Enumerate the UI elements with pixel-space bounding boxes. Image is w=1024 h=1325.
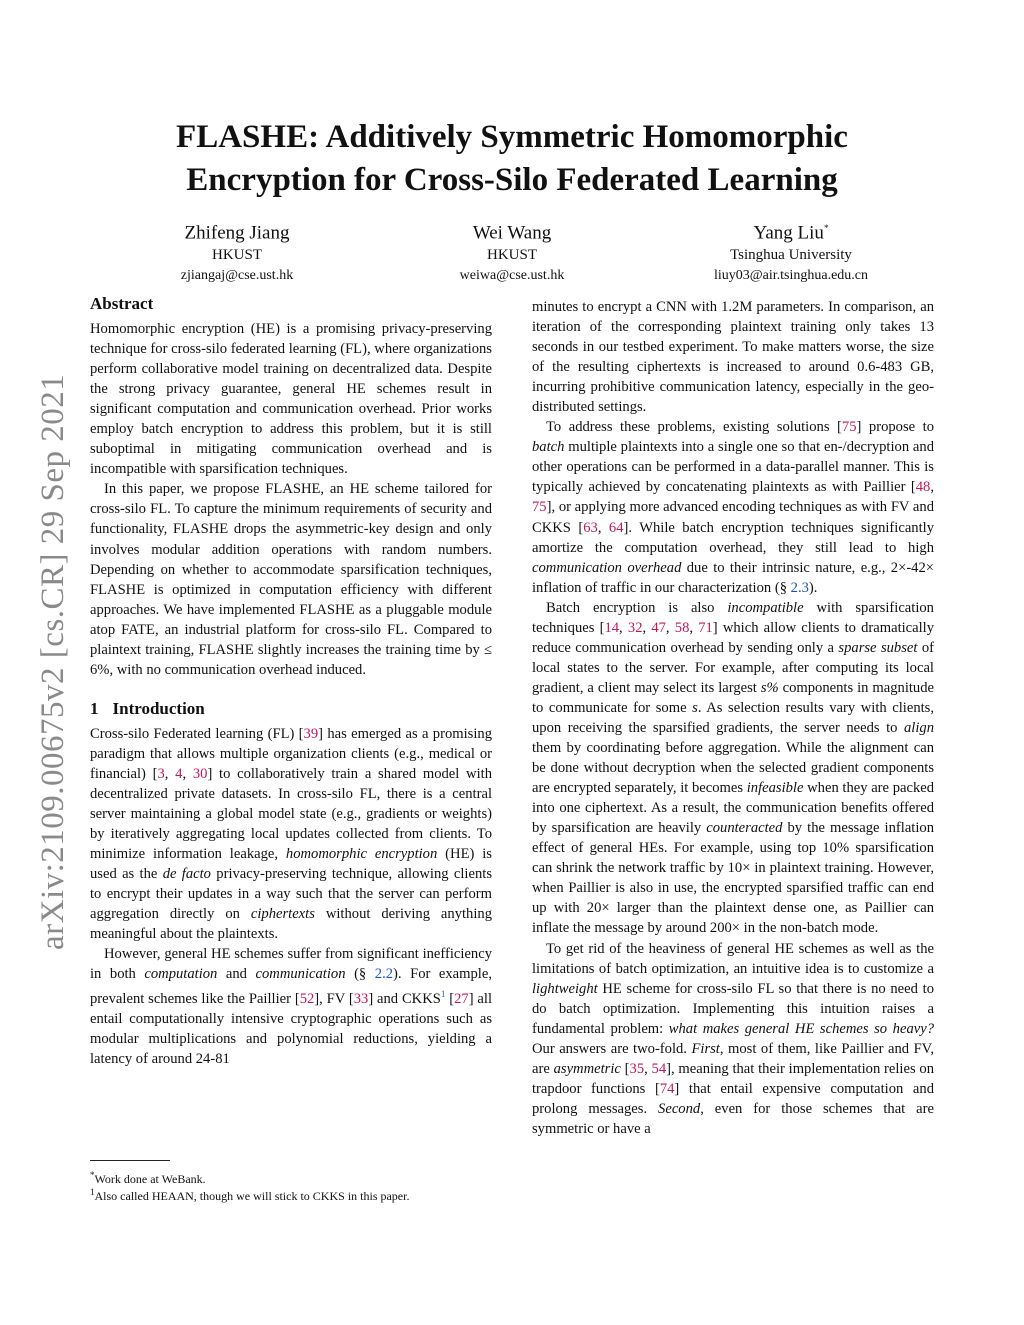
title-line-2: Encryption for Cross-Silo Federated Learning: [186, 162, 838, 198]
section-link[interactable]: 2.2: [374, 966, 394, 983]
author-mark: *: [823, 223, 829, 233]
abstract-paragraph-2: In this paper, we propose FLASHE, an HE scheme tailored for cross-silo FL. To capture the minimum requirements of security and functionality, FLASHE drops the asymmetric-key design and only involves modular addition operations with random numbers. Depending on whether to accommodate sparsification techniques, FLASHE is optimized in computation efficiency with different approaches. We have implemented FLASHE as a pluggable module atop FATE, an industrial platform for cross-silo FL. Compared to plaintext training, FLASHE slightly increases the training time by ≤ 6%, with no communication overhead induced.: [90, 481, 492, 678]
footnote-mark: 1: [90, 1187, 95, 1197]
citation-link[interactable]: 35: [629, 1060, 645, 1077]
citation-link[interactable]: 14: [604, 619, 620, 636]
citation-link[interactable]: 4: [175, 765, 183, 782]
citation-link[interactable]: 3: [157, 765, 165, 782]
citation-link[interactable]: 32: [627, 619, 643, 636]
author-3: [646, 216, 936, 286]
right-paragraph-2: To address these problems, existing solutions [75] propose to batch multiple plaintexts into a single one so that en-/decryption and other operations can be performed in a data-parallel manner. This is typically achieved by concatenating plaintexts as with Paillier [48, 75], or applying more advanced encoding techniques as with FV and CKKS [63, 64]. While batch encryption techniques significantly amortize the computation overhead, they still lead to high communication overhead due to their intrinsic nature, e.g., 2×-42× inflation of traffic in our characterization (§ 2.3).: [532, 419, 935, 596]
author-affiliation: HKUST: [211, 247, 262, 264]
footnote-text: Also called HEAAN, though we will stick to CKKS in this paper.: [94, 1189, 410, 1203]
author-affiliation: Tsinghua University: [730, 247, 852, 264]
footnote-text: Work done at WeBank.: [94, 1172, 206, 1186]
citation-link[interactable]: 75: [841, 419, 857, 436]
arxiv-identifier: arXiv:2109.00675v2 [cs.CR] 29 Sep 2021: [35, 373, 71, 950]
right-paragraph-4: To get rid of the heaviness of general HE schemes as well as the limitations of batch optimization, an intuitive idea is to customize a lightweight HE scheme for cross-silo FL so that there is no need to do batch optimization. Implementing this intuition raises a fundamental problem: what makes general HE schemes so heavy? Our answers are two-fold. First, most of them, like Paillier and FV, are asymmetric [35, 54], meaning that their implementation relies on trapdoor functions [74] that entail expensive computation and prolong messages. Second, even for those schemes that are symmetric or have a: [532, 940, 934, 1137]
title-line-1: FLASHE: Additively Symmetric Homomorphic: [176, 119, 848, 155]
citation-link[interactable]: 39: [303, 725, 319, 742]
citation-link[interactable]: 74: [659, 1080, 675, 1097]
author-email[interactable]: liuy03@air.tsinghua.edu.cn: [713, 268, 869, 284]
section-heading-introduction: [90, 698, 492, 720]
intro-paragraph-2: However, general HE schemes suffer from significant inefficiency in both computation and communication (§ 2.2). For example, prevalent schemes like the Paillier [52], FV [33] and CKKS$^1$ [27] all entail computationally intensive cryptographic operations such as modular multiplications and polynomial reductions, yielding a latency of around 24-81: [90, 946, 492, 1068]
author-name: Wei Wang: [472, 222, 552, 244]
citation-link[interactable]: 30: [192, 765, 208, 782]
author-2: [367, 216, 657, 286]
citation-link[interactable]: 58: [674, 619, 690, 636]
citation-link[interactable]: 47: [651, 619, 666, 636]
author-affiliation: HKUST: [486, 247, 537, 264]
abstract-heading: Abstract: [90, 294, 154, 313]
citation-link[interactable]: 75: [532, 499, 547, 516]
author-email[interactable]: weiwa@cse.ust.hk: [459, 268, 565, 284]
footnote-2: [90, 1184, 530, 1204]
citation-link[interactable]: 64: [608, 519, 624, 536]
citation-link[interactable]: 52: [299, 991, 315, 1008]
abstract-paragraph-1: Homomorphic encryption (HE) is a promising privacy-preserving technique for cross-silo federated learning (FL), where organizations perform collaborative model training on decentralized data. Despite the strong privacy guarantee, general HE schemes result in significant computation and communication overhead. Prior works employ batch encryption to address this problem, but it is still suboptimal in mitigating communication overhead and is incompatible with sparsification techniques.: [90, 321, 492, 478]
author-name: Yang Liu: [753, 222, 824, 244]
left-column: [90, 293, 492, 1070]
author-name: Zhifeng Jiang: [184, 222, 290, 244]
footnote-rule: [90, 1160, 170, 1161]
author-1: [92, 216, 382, 286]
citation-link[interactable]: 71: [698, 619, 713, 636]
section-title: Introduction: [112, 698, 205, 718]
author-email[interactable]: zjiangaj@cse.ust.hk: [180, 268, 294, 284]
paper-title: [90, 116, 934, 202]
citation-link[interactable]: 33: [353, 991, 369, 1008]
right-paragraph-1: minutes to encrypt a CNN with 1.2M parameters. In comparison, an iteration of the corresponding plaintext training only takes 13 seconds in our testbed experiment. To make matters worse, the size of the resulting ciphertexts is increased to around 0.6-483 GB, incurring prohibitive communication latency, especially in the geo-distributed settings.: [532, 299, 934, 416]
footnote-mark: *: [90, 1170, 95, 1180]
right-column: [532, 297, 934, 1139]
footnote-marker[interactable]: 1: [440, 989, 446, 1000]
section-link[interactable]: 2.3: [790, 579, 809, 596]
citation-link[interactable]: 63: [583, 519, 598, 536]
citation-link[interactable]: 27: [454, 991, 469, 1008]
arxiv-stamp: [25, 350, 75, 950]
citation-link[interactable]: 48: [915, 479, 931, 496]
section-number: 1: [90, 698, 99, 718]
intro-paragraph-1: Cross-silo Federated learning (FL) [39] has emerged as a promising paradigm that allows multiple organization clients (e.g., medical or financial) [3, 4, 30] to collaboratively train a shared model with decentralized private datasets. In cross-silo FL, there is a central server maintaining a global model state (e.g., gradients or weights) by iteratively aggregating local updates collected from clients. To minimize information leakage, homomorphic encryption (HE) is used as the de facto privacy-preserving technique, allowing clients to encrypt their updates in a way such that the server can perform aggregation directly on ciphertexts without deriving anything meaningful about the plaintexts.: [90, 725, 492, 943]
right-paragraph-3: Batch encryption is also incompatible with sparsification techniques [14, 32, 47, 58, 71] which allow clients to dramatically reduce communication overhead by sending only a sparse subset of local states to the server. For example, after computing its local gradient, a client may select its largest s% components in magnitude to communicate for some s. As selection results vary with clients, upon receiving the sparsified gradients, the server needs to align them by coordinating before aggregation. While the alignment can be done without decryption when the selected gradient components are encrypted separately, it becomes infeasible when they are packed into one ciphertext. As a result, the communication benefits offered by sparsification are heavily counteracted by the message inflation effect of general HEs. For example, using top 10% sparsification can shrink the network traffic by 10× in plaintext training. However, when Paillier is also in use, the encrypted sparsified traffic can end up with 20× larger than the plaintext dense one, as Paillier can inflate the message by around 200× in the non-batch mode.: [532, 599, 935, 937]
citation-link[interactable]: 54: [651, 1060, 667, 1077]
